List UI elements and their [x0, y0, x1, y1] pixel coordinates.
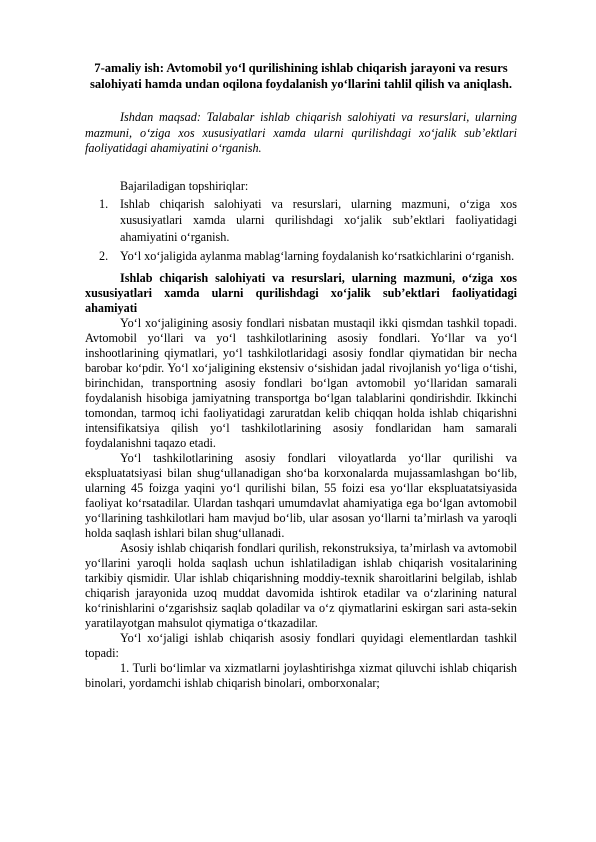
body-paragraph: Asosiy ishlab chiqarish fondlari qurilish, rekonstruksiya, ta’mirlash va avtomobil yo‘llarini yaroqli holda saqlash uchun ishlatiladigan ishlab chiqarish vositalarining tarkibiy qismidir. Ular ishlab chiqarishning moddiy-texnik sharoitlarini belgilab, ishlab chiqarish jarayonida uzoq muddat davomida ishtirok etadilar va o‘zlarining natural ko‘rinishlarini o‘zgarishsiz saqlab qoladilar va o‘z qiymatlarini eskirgan sari asta-sekin yaratilayotgan mahsulot qiymatiga o‘tkazadilar. — [85, 540, 517, 630]
body-paragraph: Yo‘l tashkilotlarining asosiy fondlari viloyatlarda yo‘llar qurilishi va ekspluatatsiyasi bilan shug‘ullanadigan sho‘ba korxonalarda mujassamlashgan bo‘lib, ularning 45 foizga yaqini yo‘l qurilishi bilan, 55 foizi esa yo‘llar ekspluatatsiyasida faoliyat ko‘rsatadilar. Ulardan tashqari umumdavlat ahamiyatiga ega bo‘lgan avtomobil yo‘llarining tashkilotlari ham mavjud bo‘lib, ular asosan yo‘llarni ta’mirlash va yaroqli holda saqlash ishlari bilan shug‘ullanadi. — [85, 450, 517, 540]
task-item — [85, 196, 517, 246]
task-item — [85, 248, 517, 265]
task-text: Yo‘l xo‘jaligida aylanma mablag‘larning foydalanish ko‘rsatkichlarini o‘rganish. — [120, 249, 515, 263]
task-number: 2. — [99, 249, 109, 263]
body-paragraph: Yo‘l xo‘jaligining asosiy fondlari nisbatan mustaqil ikki qismdan tashkil topadi. Avtomobil yo‘llari va yo‘l tashkilotlarining asosiy fondlari. Yo‘llar va yo‘l inshootlarining qiymatlari, yo‘l tashkilotlaridagi asosiy fondlar qiymatidan bir necha barobar ko‘pdir. Yo‘l xo‘jaligining ekstensiv o‘sishidan jadal rivojlanish yo‘liga o‘tishi, birinchidan, transportning asosiy fondlari bo‘lgan avtomobil yo‘llaridan samarali foydalanish hisobiga jamiyatning transportga bo‘lgan talablarini qondirishdir. Ikkinchi tomondan, tarmoq ichi faoliyatidagi zaruratdan kelib chiqqan holda ishlab chiqarishni intensifikatsiya qilish yo‘l tashkilotlarining asosiy fondlaridan ham samarali foydalanishni taqazo etadi. — [85, 315, 517, 450]
body-paragraph: 1. Turli bo‘limlar va xizmatlarni joylashtirishga xizmat qiluvchi ishlab chiqarish binolari, yordamchi ishlab chiqarish binolari, omborxonalar; — [85, 660, 517, 690]
section-heading: Ishlab chiqarish salohiyati va resurslari, ularning mazmuni, o‘ziga xos xususiyatlari xamda ularni qurilishdagi xo‘jalik sub’ektlari faoliyatidagi ahamiyati — [85, 270, 517, 315]
goal-paragraph: Ishdan maqsad: Talabalar ishlab chiqarish salohiyati va resurslari, ularning mazmuni, o‘ziga xos xususiyatlari xamda ularni qurilishdagi xo‘jalik sub’ektlari faoliyatidagi ahamiyatini o‘rganish. — [85, 110, 517, 155]
body-paragraph: Yo‘l xo‘jaligi ishlab chiqarish asosiy fondlari quyidagi elementlardan tashkil topadi: — [85, 630, 517, 660]
task-number: 1. — [99, 196, 109, 211]
document-title: 7-amaliy ish: Avtomobil yo‘l qurilishining ishlab chiqarish jarayoni va resurs salohiyati hamda undan oqilona foydalanish yo‘llarini tahlil qilish va aniqlash. — [89, 61, 513, 91]
task-text: Ishlab chiqarish salohiyati va resurslari, ularning mazmuni, o‘ziga xos xususiyatlari xamda ularni qurilishdagi xo‘jalik sub’ektlari faoliyatidagi ahamiyatini o‘rganish. — [120, 196, 517, 244]
task-list — [85, 196, 517, 265]
tasks-heading: Bajariladigan topshiriqlar: — [120, 178, 249, 193]
document-page — [85, 60, 517, 691]
